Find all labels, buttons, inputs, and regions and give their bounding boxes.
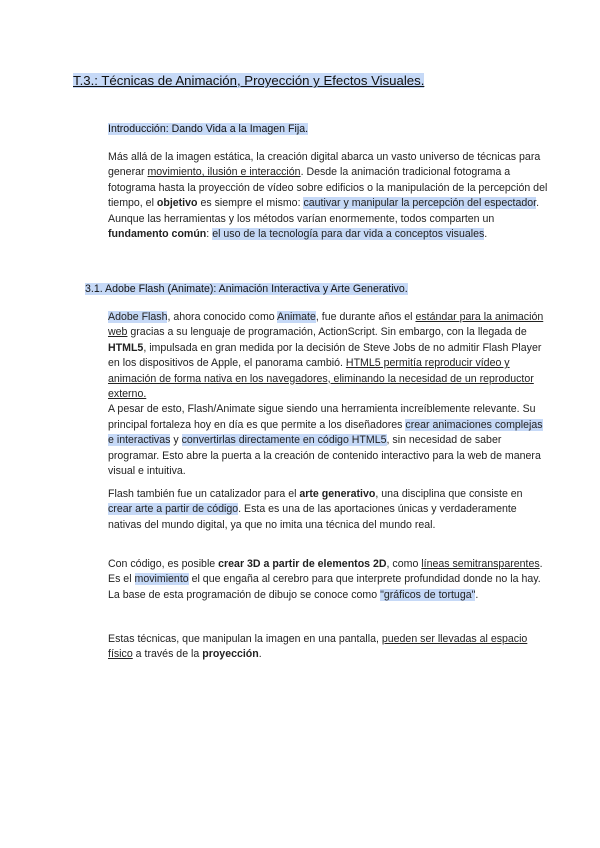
intro-paragraph: Más allá de la imagen estática, la creación digital abarca un vasto universo de técnicas para generar movimiento, ilusión e interacción. Desde la animación tradicional fotograma a fotograma hasta la proyección de vídeo sobre edificios o la manipulación de la percepción del tiempo, el objetivo es siempre el mismo: cautivar y manipular la percepción del espectador. Aunque las herramientas y los métodos varían enormemente, todos comparten un fundamento común: el uso de la tecnología para dar vida a conceptos visuales. xyxy=(108,151,548,241)
bold-proyeccion: proyección xyxy=(202,648,259,661)
highlight-adobe-flash: Adobe Flash xyxy=(108,311,168,323)
intro-highlight-cautivar: cautivar y manipular la percepción del espectador xyxy=(303,197,537,210)
bold-arte-generativo: arte generativo xyxy=(299,488,376,500)
bold-html5: HTML5 xyxy=(108,341,144,354)
intro-highlight-tecnologia: el uso de la tecnología para dar vida a conceptos visuales xyxy=(212,228,485,241)
highlight-crear-animaciones: crear animaciones complejas e interactivas xyxy=(108,418,543,447)
document-title: T.3.: Técnicas de Animación, Proyección y Efectos Visuales. xyxy=(73,73,425,88)
projection-paragraph: Estas técnicas, que manipulan la imagen en una pantalla, pueden ser llevadas al espacio físico a través de la proyección. xyxy=(108,633,528,661)
highlight-animate: Animate xyxy=(277,311,316,323)
intro-heading: Introducción: Dando Vida a la Imagen Fija. xyxy=(108,123,309,135)
underline-lineas: líneas semitransparentes xyxy=(421,558,540,570)
intro-bold-fundamento: fundamento común xyxy=(108,228,207,241)
generative-paragraph: Flash también fue un catalizador para el arte generativo, una disciplina que consiste en crear arte a partir de código. Esta es una de las aportaciones únicas y verdaderamente nativas del mundo digital, ya que no imita una técnica del mundo real. xyxy=(108,488,523,531)
flash-paragraph: Adobe Flash, ahora conocido como Animate, fue durante años el estándar para la animación web gracias a su lenguaje de programación, ActionScript. Sin embargo, con la llegada de HTML5, impulsada en gran medida por la decisión de Steve Jobs de no admitir Flash Player en los dispositivos de Apple, el panorama cambió. HTML5 permitía reproducir vídeo y animación de forma nativa en los navegadores, eliminando la necesidad de un reproductor externo. A pesar de esto, Flash/Animate sigue siendo una herramienta increíblemente relevante. Su principal fortaleza hoy en día es que permite a los diseñadores crear animaciones complejas e interactivas y convertirlas directamente en código HTML5, sin necesidad de saber programar. Esto abre la puerta a la creación de contenido interactivo para la web de manera visual e intuitiva. xyxy=(108,311,544,478)
underline-html5: HTML5 permitía reproducir vídeo y animación de forma nativa en los navegadores, eliminando la necesidad de un reproductor externo. xyxy=(108,357,534,401)
code-3d-paragraph: Con código, es posible crear 3D a partir de elementos 2D, como líneas semitransparentes. Es el movimiento el que engaña al cerebro para que interprete profundidad donde no la hay. La base de esta programación de dibujo se conoce como "gráficos de tortuga". xyxy=(108,558,543,601)
highlight-movimiento: movimiento xyxy=(134,573,189,586)
underline-espacio-fisico: pueden ser llevadas al espacio físico xyxy=(108,633,528,661)
underline-estandar: estándar para la animación web xyxy=(108,311,544,339)
intro-bold-objetivo: objetivo xyxy=(156,197,198,210)
highlight-graficos-tortuga: "gráficos de tortuga" xyxy=(380,588,476,601)
section-heading: 3.1. Adobe Flash (Animate): Animación Interactiva y Arte Generativo. xyxy=(85,283,408,295)
highlight-crear-arte: crear arte a partir de código xyxy=(108,503,239,516)
bold-crear-3d: crear 3D a partir de elementos 2D xyxy=(218,558,387,570)
intro-underline: movimiento, ilusión e interacción xyxy=(147,166,301,179)
highlight-convertirlas: convertirlas directamente en código HTML5 xyxy=(181,434,387,447)
